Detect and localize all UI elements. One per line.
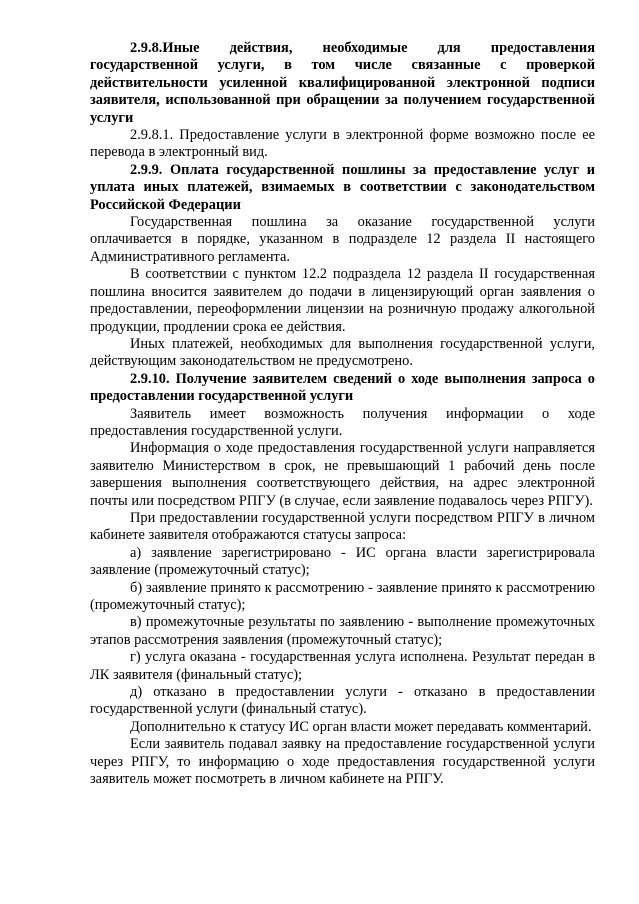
paragraph-info-delivery: Информация о ходе предоставления государственной услуги направляется заявителю Министерством в срок, не превышающий 1 рабочий день после завершения выполнения соответствующего действия, на адрес электронной почты или посредством РПГУ (в случае, если заявление подавалось через РПГУ).	[90, 440, 595, 509]
section-heading-2-9-8: 2.9.8.Иные действия, необходимые для предоставления государственной услуги, в том числе связанные с проверкой действительности усиленной квалифицированной электронной подписи заявителя, использованной при обращении за получением государственной услуги	[90, 40, 595, 126]
list-item-status-b: б) заявление принято к рассмотрению - заявление принято к рассмотрению (промежуточный статус);	[90, 579, 595, 613]
paragraph-statuses-intro: При предоставлении государственной услуги посредством РПГУ в личном кабинете заявителя отображаются статусы запроса:	[90, 509, 595, 544]
list-item-status-e: д) отказано в предоставлении услуги - отказано в предоставлении государственной услуги (финальный статус).	[90, 684, 595, 718]
paragraph-fee-payment: В соответствии с пунктом 12.2 подраздела 12 раздела II государственная пошлина вносится заявителем до подачи в лицензирующий орган заявления о предоставлении, переоформлении лицензии на розничную продажу алкогольной продукции, продлении срока ее действия.	[90, 266, 595, 335]
paragraph-rpgu-cabinet: Если заявитель подавал заявку на предоставление государственной услуги через РПГУ, то информацию о ходе предоставления государственной услуги заявитель может посмотреть в личном кабинете на РПГУ.	[90, 736, 595, 788]
list-item-status-d: г) услуга оказана - государственная услуга исполнена. Результат передан в ЛК заявителя (финальный статус);	[90, 649, 595, 683]
paragraph-2-9-8-1: 2.9.8.1. Предоставление услуги в электронной форме возможно после ее перевода в электронный вид.	[90, 127, 595, 161]
paragraph-comment: Дополнительно к статусу ИС орган власти может передавать комментарий.	[130, 718, 592, 735]
list-item-status-a: а) заявление зарегистрировано - ИС органа власти зарегистрировала заявление (промежуточный статус);	[90, 544, 595, 579]
section-heading-2-9-10: 2.9.10. Получение заявителем сведений о ходе выполнения запроса о предоставлении государственной услуги	[90, 370, 595, 405]
list-item-status-c: в) промежуточные результаты по заявлению - выполнение промежуточных этапов рассмотрения заявления (промежуточный статус);	[90, 614, 595, 648]
paragraph-state-fee: Государственная пошлина за оказание государственной услуги оплачивается в порядке, указанном в подразделе 12 раздела II настоящего Административного регламента.	[90, 214, 595, 265]
section-heading-2-9-9: 2.9.9. Оплата государственной пошлины за предоставление услуг и уплата иных платежей, взимаемых в соответствии с законодательством Российской Федерации	[90, 161, 595, 213]
paragraph-info-possibility: Заявитель имеет возможность получения информации о ходе предоставления государственной услуги.	[90, 405, 595, 439]
paragraph-other-payments: Иных платежей, необходимых для выполнения государственной услуги, действующим законодательством не предусмотрено.	[90, 335, 595, 370]
